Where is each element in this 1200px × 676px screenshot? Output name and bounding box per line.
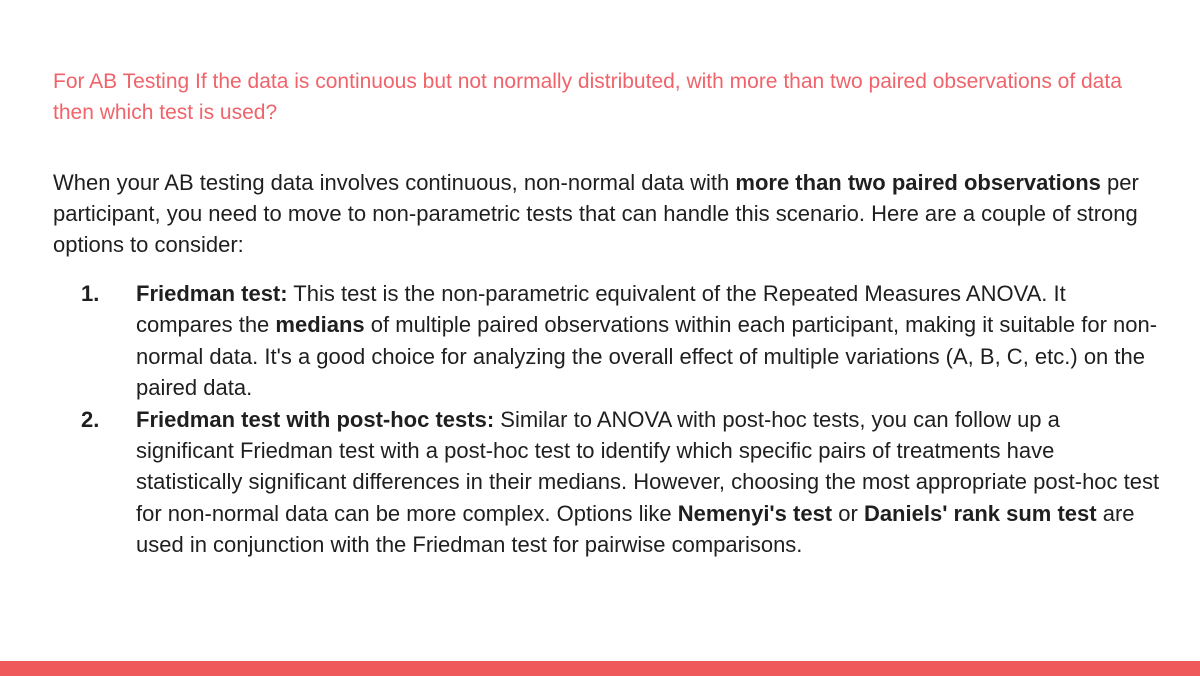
list-item-emphasis: Nemenyi's test	[677, 500, 833, 526]
list-item-title: Friedman test:	[136, 281, 288, 306]
intro-text: per participant, you need to move to non-parametric tests that can handle this scenario. Here are a couple of strong options to consider:	[53, 170, 1139, 257]
list-item	[53, 278, 1163, 404]
list-item-text: This test is the non-parametric equivalent of the Repeated Measures ANOVA. It compares the	[136, 281, 1066, 338]
list-item-number: 2.	[81, 406, 100, 432]
intro-text: When your AB testing data involves continuous, non-normal data with	[53, 170, 736, 195]
list-item-emphasis: medians	[275, 312, 365, 338]
list-item-text: of multiple paired observations within each participant, making it suitable for non-normal data. It's a good choice for analyzing the overall effect of multiple variations (A, B, C, etc.) on the paired data.	[136, 312, 1158, 401]
intro-emphasis: more than two paired observations	[735, 170, 1101, 195]
list-item-text: Similar to ANOVA with post-hoc tests, you can follow up a significant Friedman test with a post-hoc test to identify which specific pairs of treatments have statistically significant differences in their medians. However, choosing the most appropriate post-hoc test for non-normal data can be more complex. Options like	[136, 406, 1160, 526]
list-item-text: are used in conjunction with the Friedman test for pairwise comparisons.	[136, 500, 1135, 558]
intro-paragraph	[53, 167, 1153, 260]
list-item-text: or	[832, 500, 864, 526]
list-item	[53, 404, 1163, 561]
list-item-emphasis: Daniels' rank sum test	[863, 500, 1097, 526]
list-item-number: 1.	[81, 281, 100, 306]
question-heading: For AB Testing If the data is continuous but not normally distributed, with more than two paired observations of data then which test is used?	[53, 70, 1122, 124]
answer-list	[53, 278, 1163, 561]
footer-accent-bar	[0, 661, 1200, 676]
list-item-title: Friedman test with post-hoc tests:	[136, 406, 495, 432]
